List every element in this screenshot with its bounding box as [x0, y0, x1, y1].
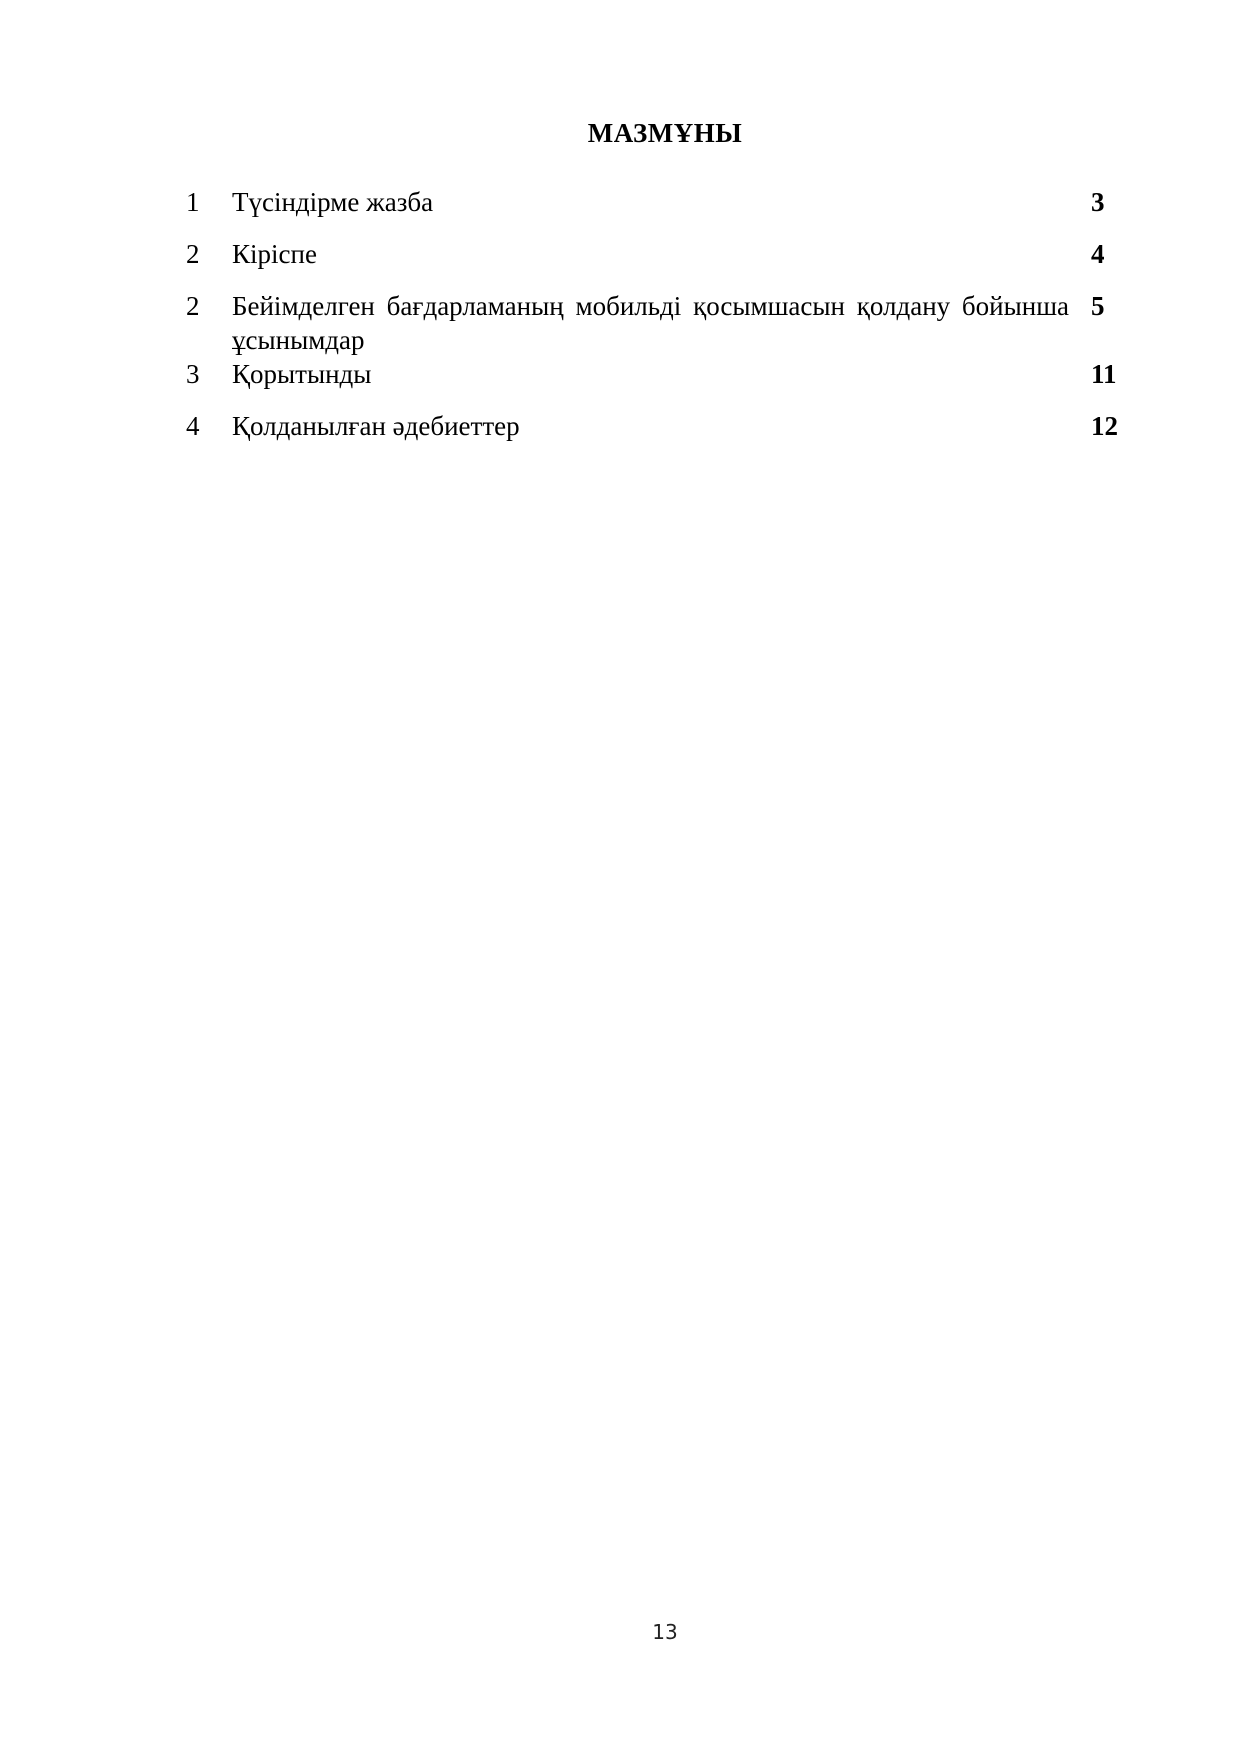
- toc-entry-title: Кіріспе: [232, 239, 317, 269]
- toc-entry-title: Қолданылған әдебиеттер: [232, 411, 520, 441]
- toc-entry: [186, 237, 1121, 271]
- toc-entry-page: 3: [1091, 187, 1105, 217]
- toc-entry: [186, 289, 1121, 357]
- toc-entry-number: 3: [186, 359, 200, 389]
- toc-entry-number: 4: [186, 411, 200, 441]
- toc-entry: [186, 357, 1121, 391]
- toc-entry-page: 4: [1091, 239, 1105, 269]
- toc-entry-title: Түсіндірме жазба: [232, 187, 434, 217]
- toc-entry-page: 12: [1091, 411, 1118, 441]
- toc-entry-page: 11: [1091, 359, 1117, 389]
- toc-entry-number: 2: [186, 291, 200, 321]
- toc-entry-page: 5: [1091, 291, 1105, 321]
- toc-entry-title: Қорытынды: [232, 359, 372, 389]
- page-title: МАЗМҰНЫ: [587, 118, 743, 148]
- toc-entry: [186, 185, 1121, 219]
- table-of-contents: [186, 185, 1121, 461]
- page-number: 13: [652, 1620, 678, 1644]
- toc-entry-number: 1: [186, 187, 200, 217]
- toc-entry: [186, 409, 1121, 443]
- toc-entry-number: 2: [186, 239, 200, 269]
- toc-entry-title: Бейімделген бағдарламаның мобильді қосымшасын қолдану бойынша ұсынымдар: [232, 291, 1069, 355]
